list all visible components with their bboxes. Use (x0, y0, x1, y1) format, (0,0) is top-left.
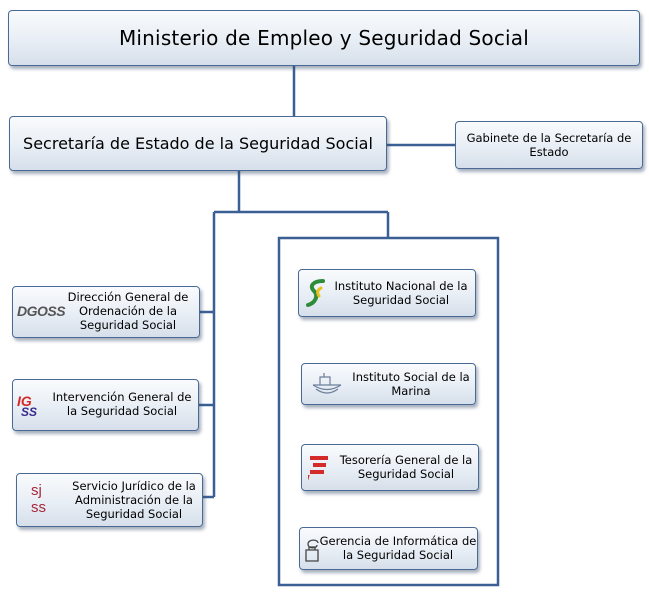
node-dgoss-label: Dirección General de Ordenación de la Seguridad Social (67, 290, 189, 332)
ism-boat-icon (310, 372, 344, 400)
node-gerencia-label: Gerencia de Informática de la Seguridad Social (319, 534, 477, 562)
igss-logo-top: IG (17, 393, 32, 409)
node-servicio-juridico-label: Servicio Jurídico de la Administración de la Seguridad Social (72, 479, 196, 521)
node-inss (298, 269, 476, 317)
node-intervencion-label: Intervención General de la Seguridad Social (52, 390, 192, 418)
dgoss-logo: DGOSS (17, 303, 66, 319)
sjss-logo-top: sj (31, 482, 42, 499)
node-secretaria (9, 116, 387, 171)
node-gabinete (455, 121, 643, 169)
node-tesoreria-label: Tesorería General de la Seguridad Social (339, 453, 473, 481)
sjss-logo-bottom: ss (31, 499, 46, 516)
node-ism (301, 363, 476, 405)
tgss-logo-icon (308, 455, 330, 485)
sjss-logo (31, 482, 55, 522)
node-ministerio (8, 10, 640, 66)
node-intervencion (12, 379, 199, 431)
node-gerencia (299, 527, 478, 570)
node-ministerio-label: Ministerio de Empleo y Seguridad Social (118, 26, 530, 50)
node-dgoss (12, 286, 200, 338)
igss-logo-bottom: SS (21, 405, 38, 419)
igss-logo (17, 393, 41, 423)
node-tesoreria (301, 444, 479, 491)
node-inss-label: Instituto Nacional de la Seguridad Social (334, 279, 468, 307)
node-ism-label: Instituto Social de la Marina (352, 370, 470, 398)
inss-logo-icon (305, 278, 327, 312)
node-servicio-juridico (16, 473, 203, 527)
node-gabinete-label: Gabinete de la Secretaría de Estado (466, 131, 632, 159)
node-secretaria-label: Secretaría de Estado de la Seguridad Social (23, 134, 373, 153)
